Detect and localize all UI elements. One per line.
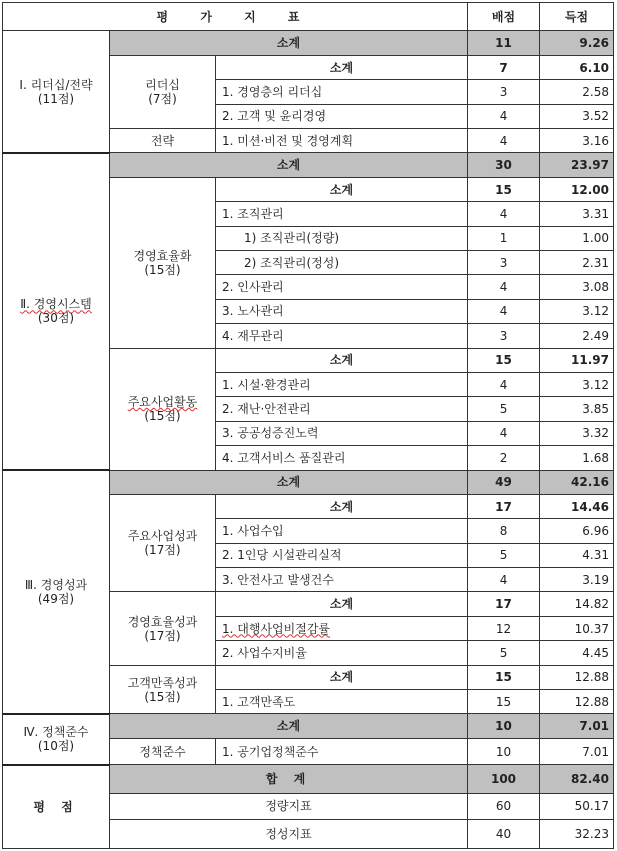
item-label: 2. 고객 및 윤리경영 bbox=[216, 104, 468, 128]
subtotal-label: 소계 bbox=[216, 348, 468, 372]
item-score: 3.52 bbox=[540, 104, 614, 128]
group-leadership-label: 리더십 (7점) bbox=[110, 55, 216, 128]
group-business-label: 주요사업활동 (15점) bbox=[110, 348, 216, 470]
item-label: 1. 미션·비전 및 경영계획 bbox=[216, 129, 468, 153]
item-allocation: 3 bbox=[468, 80, 540, 104]
subtotal-score: 7.01 bbox=[540, 714, 614, 738]
item-allocation: 4 bbox=[468, 202, 540, 226]
item-label: 1. 시설·환경관리 bbox=[216, 372, 468, 396]
evaluation-label: 평 점 bbox=[3, 765, 110, 849]
item-label: 2. 재난·안전관리 bbox=[216, 397, 468, 421]
group-efficiency-label: 경영효율화 (15점) bbox=[110, 177, 216, 348]
item-label: 1. 대행사업비절감률 bbox=[216, 616, 468, 640]
subtotal-allocation: 10 bbox=[468, 714, 540, 738]
subtotal-score: 12.88 bbox=[540, 665, 614, 689]
item-score: 2.58 bbox=[540, 80, 614, 104]
item-allocation: 4 bbox=[468, 129, 540, 153]
item-score: 4.31 bbox=[540, 543, 614, 567]
group-business-results-label: 주요사업성과 (17점) bbox=[110, 494, 216, 592]
qualitative-score: 32.23 bbox=[540, 820, 614, 849]
item-allocation: 4 bbox=[468, 568, 540, 592]
qualitative-label: 정성지표 bbox=[110, 820, 468, 849]
item-label: 1. 사업수입 bbox=[216, 519, 468, 543]
item-allocation: 3 bbox=[468, 250, 540, 274]
item-label: 2. 사업수지비율 bbox=[216, 641, 468, 665]
item-score: 1.68 bbox=[540, 446, 614, 470]
subtotal-allocation: 11 bbox=[468, 31, 540, 55]
subtotal-label: 소계 bbox=[216, 55, 468, 79]
item-score: 7.01 bbox=[540, 738, 614, 764]
subtotal-score: 14.82 bbox=[540, 592, 614, 616]
group-efficiency-results-label: 경영효율성과 (17점) bbox=[110, 592, 216, 665]
item-score: 10.37 bbox=[540, 616, 614, 640]
section-leadership-label: Ⅰ. 리더십/전략 (11점) bbox=[3, 31, 110, 153]
item-label: 1. 조직관리 bbox=[216, 202, 468, 226]
total-label: 합 계 bbox=[110, 765, 468, 793]
item-label: 1. 공기업정책준수 bbox=[216, 738, 468, 764]
subtotal-label: 소계 bbox=[110, 714, 468, 738]
subtotal-score: 12.00 bbox=[540, 177, 614, 201]
item-allocation: 3 bbox=[468, 324, 540, 348]
subtotal-allocation: 7 bbox=[468, 55, 540, 79]
item-allocation: 2 bbox=[468, 446, 540, 470]
item-allocation: 10 bbox=[468, 738, 540, 764]
item-score: 3.31 bbox=[540, 202, 614, 226]
subtotal-score: 11.97 bbox=[540, 348, 614, 372]
quantitative-allocation: 60 bbox=[468, 793, 540, 819]
group-strategy-label: 전략 bbox=[110, 129, 216, 153]
subtotal-label: 소계 bbox=[216, 177, 468, 201]
item-allocation: 4 bbox=[468, 372, 540, 396]
item-label: 4. 재무관리 bbox=[216, 324, 468, 348]
subtotal-score: 9.26 bbox=[540, 31, 614, 55]
subtotal-allocation: 30 bbox=[468, 153, 540, 177]
item-allocation: 12 bbox=[468, 616, 540, 640]
header-row bbox=[3, 3, 614, 31]
item-label: 2. 1인당 시설관리실적 bbox=[216, 543, 468, 567]
table-row bbox=[3, 31, 614, 55]
item-allocation: 5 bbox=[468, 397, 540, 421]
subtotal-allocation: 15 bbox=[468, 665, 540, 689]
item-allocation: 5 bbox=[468, 543, 540, 567]
item-allocation: 15 bbox=[468, 690, 540, 714]
total-score: 82.40 bbox=[540, 765, 614, 793]
item-allocation: 4 bbox=[468, 421, 540, 445]
item-allocation: 8 bbox=[468, 519, 540, 543]
item-label: 1. 경영층의 리더십 bbox=[216, 80, 468, 104]
subtotal-allocation: 49 bbox=[468, 470, 540, 494]
item-score: 12.88 bbox=[540, 690, 614, 714]
item-score: 3.08 bbox=[540, 275, 614, 299]
item-score: 2.49 bbox=[540, 324, 614, 348]
subtotal-label: 소계 bbox=[110, 470, 468, 494]
item-score: 3.16 bbox=[540, 129, 614, 153]
subtotal-score: 42.16 bbox=[540, 470, 614, 494]
quantitative-label: 정량지표 bbox=[110, 793, 468, 819]
item-score: 3.85 bbox=[540, 397, 614, 421]
header-indicator: 평 가 지 표 bbox=[3, 3, 468, 31]
subtotal-label: 소계 bbox=[110, 31, 468, 55]
table-row bbox=[3, 714, 614, 738]
section-system-label: Ⅱ. 경영시스템 (30점) bbox=[3, 153, 110, 470]
item-label: 3. 공공성증진노력 bbox=[216, 421, 468, 445]
item-allocation: 4 bbox=[468, 275, 540, 299]
item-allocation: 5 bbox=[468, 641, 540, 665]
subtotal-score: 14.46 bbox=[540, 494, 614, 518]
item-score: 3.32 bbox=[540, 421, 614, 445]
item-label: 4. 고객서비스 품질관리 bbox=[216, 446, 468, 470]
table-row bbox=[3, 765, 614, 793]
subtotal-score: 23.97 bbox=[540, 153, 614, 177]
section-policy-label: Ⅳ. 정책준수 (10점) bbox=[3, 714, 110, 765]
qualitative-allocation: 40 bbox=[468, 820, 540, 849]
item-score: 3.19 bbox=[540, 568, 614, 592]
section-performance-label: Ⅲ. 경영성과 (49점) bbox=[3, 470, 110, 714]
item-label: 2) 조직관리(정성) bbox=[216, 250, 468, 274]
item-score: 6.96 bbox=[540, 519, 614, 543]
group-customer-results-label: 고객만족성과 (15점) bbox=[110, 665, 216, 714]
item-label: 1. 고객만족도 bbox=[216, 690, 468, 714]
item-label: 3. 노사관리 bbox=[216, 299, 468, 323]
item-allocation: 4 bbox=[468, 104, 540, 128]
subtotal-allocation: 15 bbox=[468, 348, 540, 372]
total-allocation: 100 bbox=[468, 765, 540, 793]
subtotal-label: 소계 bbox=[110, 153, 468, 177]
item-score: 2.31 bbox=[540, 250, 614, 274]
item-label: 3. 안전사고 발생건수 bbox=[216, 568, 468, 592]
evaluation-score-table bbox=[2, 2, 614, 849]
item-label: 1) 조직관리(정량) bbox=[216, 226, 468, 250]
header-score: 득점 bbox=[540, 3, 614, 31]
item-score: 3.12 bbox=[540, 299, 614, 323]
table-row bbox=[3, 153, 614, 177]
quantitative-score: 50.17 bbox=[540, 793, 614, 819]
item-score: 4.45 bbox=[540, 641, 614, 665]
item-allocation: 1 bbox=[468, 226, 540, 250]
item-score: 1.00 bbox=[540, 226, 614, 250]
item-label: 2. 인사관리 bbox=[216, 275, 468, 299]
table-row bbox=[3, 470, 614, 494]
item-allocation: 4 bbox=[468, 299, 540, 323]
subtotal-allocation: 15 bbox=[468, 177, 540, 201]
item-score: 3.12 bbox=[540, 372, 614, 396]
subtotal-allocation: 17 bbox=[468, 592, 540, 616]
subtotal-label: 소계 bbox=[216, 592, 468, 616]
group-policy-label: 정책준수 bbox=[110, 738, 216, 764]
subtotal-score: 6.10 bbox=[540, 55, 614, 79]
subtotal-allocation: 17 bbox=[468, 494, 540, 518]
subtotal-label: 소계 bbox=[216, 665, 468, 689]
header-allocation: 배점 bbox=[468, 3, 540, 31]
subtotal-label: 소계 bbox=[216, 494, 468, 518]
